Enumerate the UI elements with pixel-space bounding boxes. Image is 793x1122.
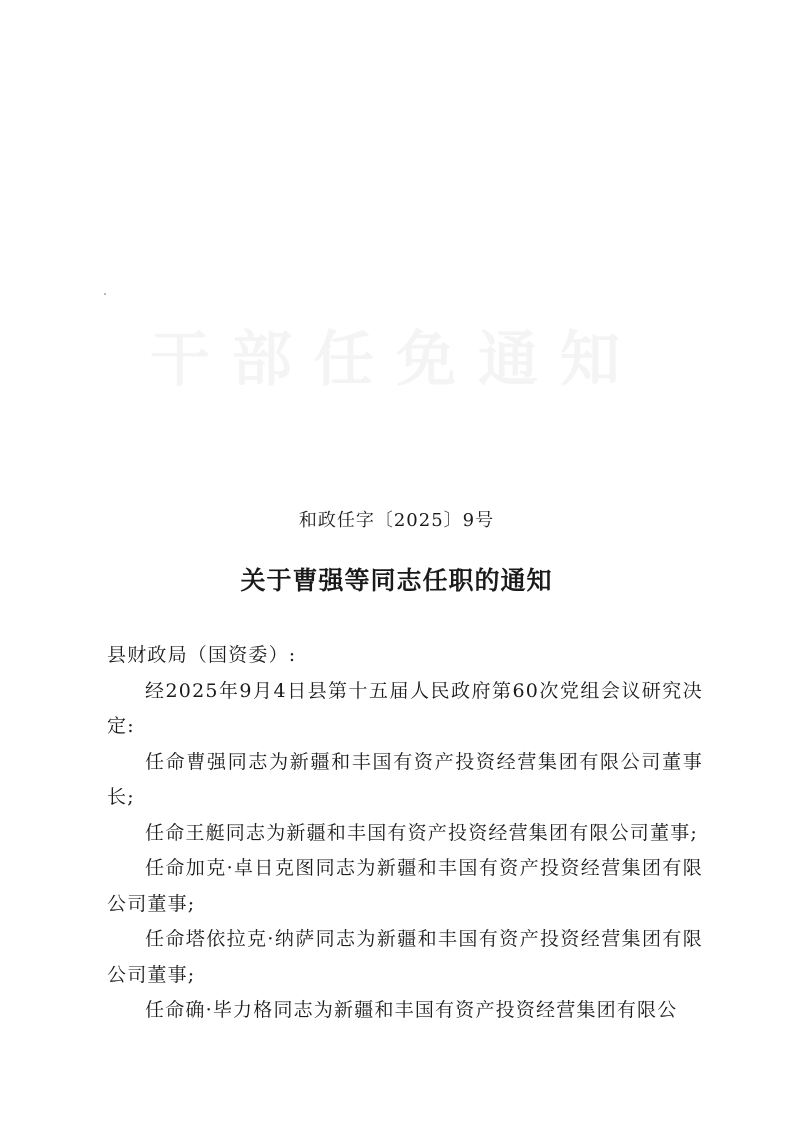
document-number: 和政任字〔2025〕9号 [298,510,495,531]
faded-header-watermark: 干部任免通知 [150,325,642,395]
scan-speck [104,293,106,295]
document-body [107,638,703,1029]
recipient-line: 县财政局（国资委）: [107,644,297,666]
appointment-item: 任命曹强同志为新疆和丰国有资产投资经营集团有限公司董事长; [107,750,703,808]
appointment-item: 任命塔依拉克·纳萨同志为新疆和丰国有资产投资经营集团有限公司董事; [107,928,703,986]
intro-paragraph: 经2025年9月4日县第十五届人民政府第60次党组会议研究决定: [107,679,703,737]
appointment-item: 任命加克·卓日克图同志为新疆和丰国有资产投资经营集团有限公司董事; [107,857,703,915]
document-title: 关于曹强等同志任职的通知 [240,566,553,595]
appointment-item: 任命王艇同志为新疆和丰国有资产投资经营集团有限公司董事; [145,821,699,844]
appointment-item: 任命确·毕力格同志为新疆和丰国有资产投资经营集团有限公 [145,999,678,1021]
